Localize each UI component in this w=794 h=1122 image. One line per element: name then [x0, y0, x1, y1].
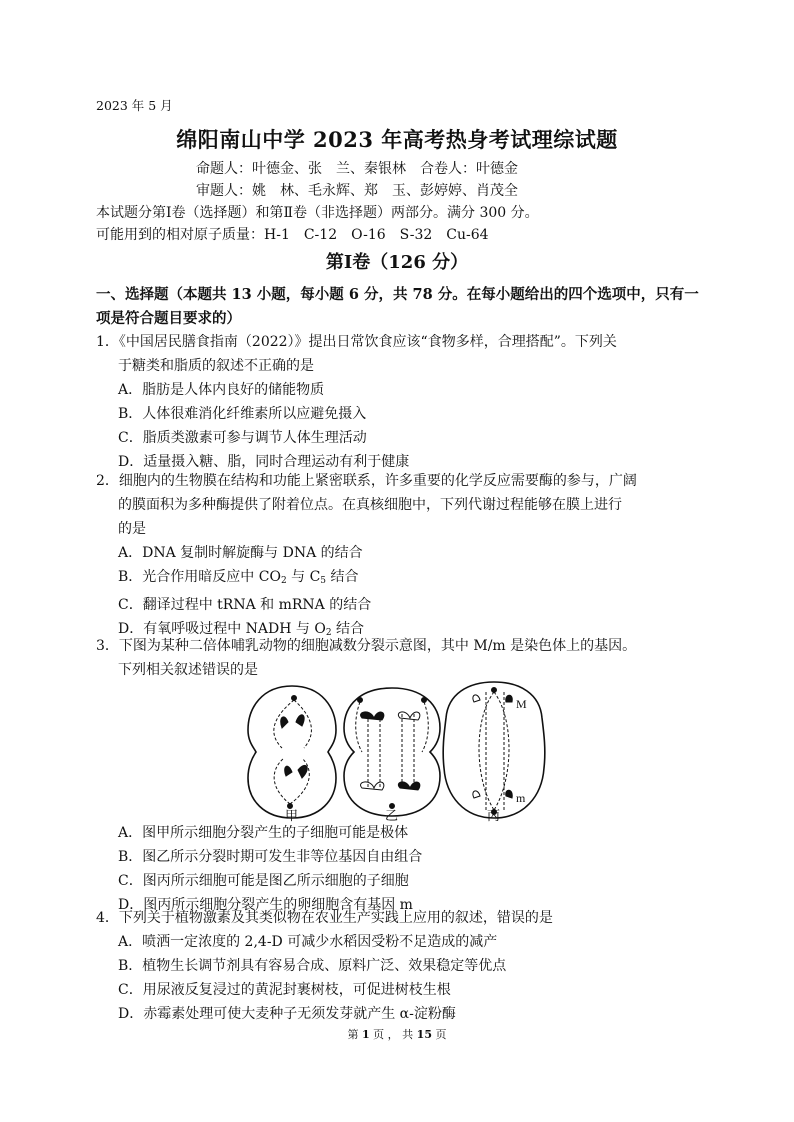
cell-bing-outline — [443, 682, 545, 818]
question-4-option-c: C．用尿液反复浸过的黄泥封裹树枝，可促进树枝生根 — [118, 982, 451, 998]
question-2-option-b: B．光合作用暗反应中 $CO_2$ 与 $C_5$ 结合 — [118, 569, 359, 586]
authors-line-2: 审题人：姚 林、毛永辉、郑 玉、彭婷婷、肖茂全 — [196, 183, 518, 199]
exam-title: 绵阳南山中学 2023 年高考热身考试理综试题 — [176, 127, 618, 152]
figure-label-jia: 甲 — [285, 809, 299, 824]
question-3-option-d: D．图丙所示细胞分裂产生的卵细胞含有基因 m — [118, 897, 413, 913]
page-footer: 第 1 页 ， 共 15 页 — [347, 1028, 447, 1041]
authors-line-1: 命题人：叶德金、张 兰、秦银林 合卷人：叶德金 — [196, 161, 518, 177]
figure-label-bing: 丙 — [487, 809, 501, 824]
page-total: 15 — [416, 1028, 432, 1041]
question-1-stem: 1．《中国居民膳食指南（2022）》提出日常饮食应该“食物多样，合理搭配”。下列关 — [96, 334, 617, 350]
cell-jia-outline — [248, 686, 336, 818]
question-3-options — [96, 821, 706, 917]
figure-label-yi: 乙 — [385, 809, 399, 824]
question-2-option-c: C．翻译过程中 tRNA 和 mRNA 的结合 — [118, 597, 372, 613]
question-4-option-b: B．植物生长调节剂具有容易合成、原料广泛、效果稳定等优点 — [118, 958, 507, 974]
question-1-option-a: A．脂肪是人体内良好的储能物质 — [118, 382, 325, 398]
question-2 — [96, 469, 706, 645]
question-3-option-a: A．图甲所示细胞分裂产生的子细胞可能是极体 — [118, 825, 409, 841]
section-title: 一、选择题（本题共 13 小题，每小题 6 分，共 78 分。在每小题给出的四个选项中，只有一项是符合题目要求的） — [96, 286, 699, 327]
question-1-option-c: C．脂质类激素可参与调节人体生理活动 — [118, 430, 367, 446]
question-1 — [96, 330, 706, 474]
exam-date: 2023 年 5 月 — [96, 98, 173, 113]
question-4-option-d: D．赤霉素处理可使大麦种子无须发芽就产生 α-淀粉酶 — [118, 1006, 456, 1022]
question-3-option-b: B．图乙所示分裂时期可发生非等位基因自由组合 — [118, 849, 423, 865]
question-1-option-b: B．人体很难消化纤维素所以应避免摄入 — [118, 406, 367, 422]
gene-m-label: m — [516, 791, 526, 805]
question-3 — [96, 634, 706, 682]
question-2-stem-cont-2: 的是 — [118, 521, 146, 537]
atomic-mass-line: 可能用到的相对原子质量：H-1 C-12 O-16 S-32 Cu-64 — [96, 227, 489, 243]
question-2-option-a: A．DNA 复制时解旋酶与 DNA 的结合 — [118, 545, 363, 561]
question-3-stem: 3．下图为某种二倍体哺乳动物的细胞减数分裂示意图，其中 M/m 是染色体上的基因。 — [96, 638, 637, 654]
question-3-stem-cont: 下列相关叙述错误的是 — [118, 662, 258, 678]
gene-M-label: M — [516, 697, 527, 711]
question-2-stem: 2．细胞内的生物膜在结构和功能上紧密联系，许多重要的化学反应需要酶的参与，广阔 — [96, 473, 637, 489]
exam-info-line-1: 本试题分第Ⅰ卷（选择题）和第Ⅱ卷（非选择题）两部分。满分 300 分。 — [96, 205, 539, 221]
question-4-option-a: A．喷洒一定浓度的 2,4-D 可减少水稻因受粉不足造成的减产 — [118, 934, 498, 950]
question-2-stem-cont-1: 的膜面积为多种酶提供了附着位点。在真核细胞中，下列代谢过程能够在膜上进行 — [118, 497, 622, 513]
question-4-stem: 4．下列关于植物激素及其类似物在农业生产实践上应用的叙述，错误的是 — [96, 910, 553, 926]
question-2-option-d: D．有氧呼吸过程中 NADH 与 $O_2$ 结合 — [118, 621, 365, 638]
page-number: 1 — [362, 1028, 370, 1041]
volume-title: 第Ⅰ卷（126 分） — [325, 252, 469, 273]
question-1-option-d: D．适量摄入糖、脂，同时合理运动有利于健康 — [118, 454, 410, 470]
question-3-option-c: C．图丙所示细胞可能是图乙所示细胞的子细胞 — [118, 873, 409, 889]
question-1-stem-cont: 于糖类和脂质的叙述不正确的是 — [118, 358, 314, 374]
question-4 — [96, 906, 706, 1026]
